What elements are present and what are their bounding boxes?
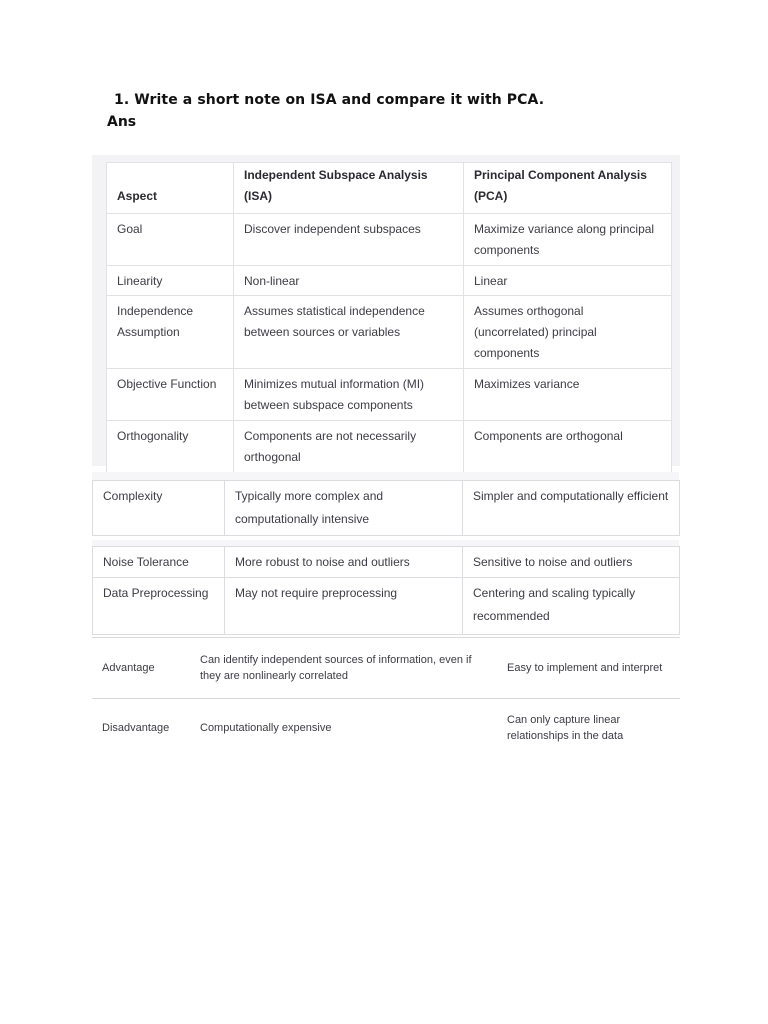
table-row	[93, 547, 680, 578]
question-heading: 1. Write a short note on ISA and compare it with PCA.	[114, 92, 545, 108]
header-pca: Principal Component Analysis (PCA)	[464, 163, 672, 214]
cell-isa: Components are not necessarily orthogonal	[234, 421, 464, 473]
table-row	[107, 369, 672, 421]
table-header-row	[107, 163, 672, 214]
cell-aspect: Disadvantage	[102, 722, 170, 734]
cell-pca: Easy to implement and interpret	[507, 662, 663, 674]
cell-pca: Components are orthogonal	[464, 421, 672, 473]
cell-isa: Discover independent subspaces	[234, 214, 464, 266]
table-row	[107, 296, 672, 369]
cell-aspect: Independence Assumption	[107, 296, 234, 369]
cell-pca: Assumes orthogonal (uncorrelated) principal components	[464, 296, 672, 369]
table-row	[93, 481, 680, 536]
cell-isa: May not require preprocessing	[225, 578, 463, 635]
header-isa: Independent Subspace Analysis (ISA)	[234, 163, 464, 214]
cell-aspect: Data Preprocessing	[93, 578, 225, 635]
cell-isa: Can identify independent sources of information, even if they are nonlinearly correlated	[200, 654, 472, 682]
table-row	[107, 214, 672, 266]
header-aspect: Aspect	[107, 163, 234, 214]
cell-aspect: Linearity	[107, 266, 234, 296]
cell-aspect: Orthogonality	[107, 421, 234, 473]
cell-pca: Sensitive to noise and outliers	[463, 547, 680, 578]
cell-isa: Non-linear	[234, 266, 464, 296]
answer-label: Ans	[107, 114, 137, 130]
complexity-table	[92, 480, 680, 536]
noise-preprocessing-table	[92, 546, 680, 635]
cell-aspect: Goal	[107, 214, 234, 266]
cell-aspect: Complexity	[93, 481, 225, 536]
table-row	[107, 421, 672, 473]
cell-pca: Maximize variance along principal components	[464, 214, 672, 266]
advantages-table	[92, 637, 680, 757]
cell-aspect: Objective Function	[107, 369, 234, 421]
cell-isa: More robust to noise and outliers	[225, 547, 463, 578]
cell-pca: Linear	[464, 266, 672, 296]
cell-aspect: Advantage	[102, 662, 155, 674]
table-row	[92, 638, 680, 699]
comparison-table-main	[106, 162, 672, 473]
cell-isa: Minimizes mutual information (MI) between subspace components	[234, 369, 464, 421]
cell-isa: Computationally expensive	[200, 722, 332, 734]
cell-isa: Assumes statistical independence between sources or variables	[234, 296, 464, 369]
table-row	[93, 578, 680, 635]
table-row	[92, 699, 680, 758]
cell-pca: Centering and scaling typically recommended	[463, 578, 680, 635]
cell-isa: Typically more complex and computationally intensive	[225, 481, 463, 536]
cell-pca: Can only capture linear relationships in the data	[507, 714, 624, 742]
cell-pca: Maximizes variance	[464, 369, 672, 421]
cell-aspect: Noise Tolerance	[93, 547, 225, 578]
table-row	[107, 266, 672, 296]
cell-pca: Simpler and computationally efficient	[463, 481, 680, 536]
